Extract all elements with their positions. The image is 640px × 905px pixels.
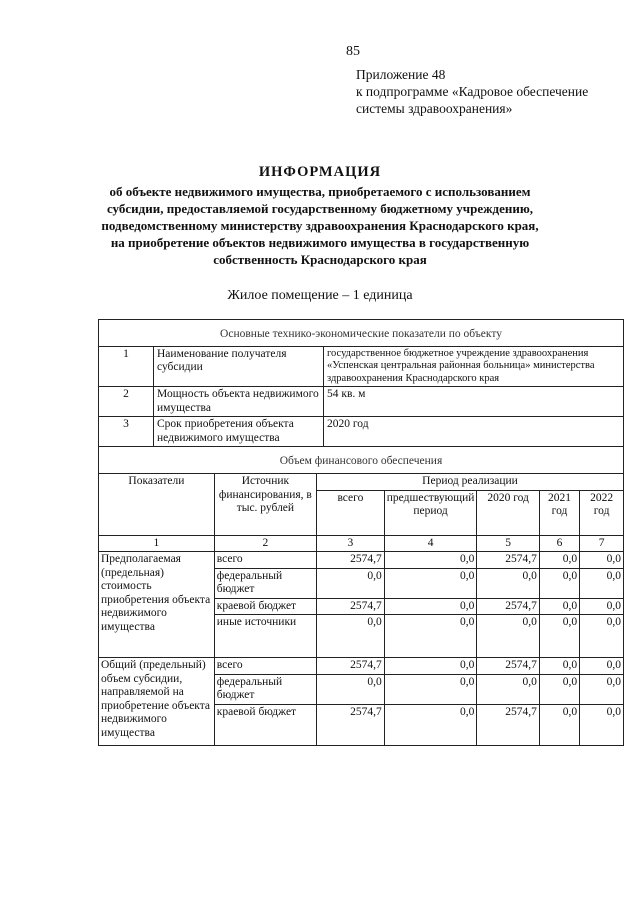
value-previous: 0,0 (384, 658, 477, 675)
value-2022: 0,0 (580, 658, 624, 675)
group-label: Предполагаемая (предельная) стоимость приобретения объекта недвижимого имущества (99, 552, 215, 658)
row-value: 54 кв. м (324, 387, 624, 417)
value-total: 2574,7 (317, 598, 385, 615)
header-row (99, 474, 624, 491)
section-title: Основные технико-экономические показатели по объекту (99, 320, 624, 347)
column-number: 2 (214, 535, 316, 552)
value-2020: 2574,7 (477, 658, 539, 675)
value-2022: 0,0 (580, 598, 624, 615)
title-line-1: об объекте недвижимого имущества, приобретаемого с использованием (109, 184, 531, 199)
row-value: 2020 год (324, 417, 624, 447)
value-2021: 0,0 (539, 568, 579, 598)
header-source: Источник финансирования, в тыс. рублей (214, 474, 316, 536)
value-total: 2574,7 (317, 552, 385, 569)
page-number: 85 (346, 44, 360, 59)
header-total: всего (317, 490, 385, 535)
table-row (99, 346, 624, 387)
title-line-2: субсидии, предоставляемой государственному бюджетному учреждению, (106, 201, 534, 216)
value-2020: 0,0 (477, 568, 539, 598)
header-2022: 2022 год (580, 490, 624, 535)
appendix-line-1: Приложение 48 (356, 67, 446, 82)
value-total: 0,0 (317, 674, 385, 704)
value-2020: 0,0 (477, 674, 539, 704)
title-main: ИНФОРМАЦИЯ (258, 164, 382, 180)
object-info-table (98, 319, 624, 474)
column-number-row (99, 535, 624, 552)
header-period: Период реализации (317, 474, 624, 491)
value-2020: 0,0 (477, 615, 539, 658)
source-cell: всего (214, 658, 316, 675)
group-label: Общий (предельный) объем субсидии, направляемой на приобретение объекта недвижимого имущества (99, 658, 215, 746)
table-row (99, 658, 624, 675)
value-2021: 0,0 (539, 658, 579, 675)
value-total: 0,0 (317, 568, 385, 598)
finance-table (98, 473, 624, 746)
table-row (99, 320, 624, 347)
source-cell: федеральный бюджет (214, 568, 316, 598)
row-label: Мощность объекта недвижимого имущества (154, 387, 324, 417)
table-row (99, 447, 624, 474)
row-label: Срок приобретения объекта недвижимого имущества (154, 417, 324, 447)
title-line-3: подведомственному министерству здравоохранения Краснодарского края, (101, 218, 539, 233)
document-title (80, 164, 560, 268)
value-previous: 0,0 (384, 674, 477, 704)
value-2021: 0,0 (539, 674, 579, 704)
appendix-line-3: системы здравоохранения» (356, 101, 513, 116)
table-row (99, 417, 624, 447)
finance-title: Объем финансового обеспечения (99, 447, 624, 474)
value-2020: 2574,7 (477, 552, 539, 569)
header-2021: 2021 год (539, 490, 579, 535)
row-number: 2 (99, 387, 154, 417)
value-total: 2574,7 (317, 658, 385, 675)
value-2022: 0,0 (580, 615, 624, 658)
title-line-5: собственность Краснодарского края (213, 252, 427, 267)
value-2022: 0,0 (580, 552, 624, 569)
title-line-4: на приобретение объектов недвижимого имущества в государственную (110, 235, 530, 250)
column-number: 7 (580, 535, 624, 552)
header-2020: 2020 год (477, 490, 539, 535)
value-2020: 2574,7 (477, 598, 539, 615)
value-2020: 2574,7 (477, 704, 539, 745)
column-number: 4 (384, 535, 477, 552)
table-row (99, 387, 624, 417)
value-2021: 0,0 (539, 615, 579, 658)
value-previous: 0,0 (384, 598, 477, 615)
appendix-line-2: к подпрограмме «Кадровое обеспечение (356, 84, 589, 99)
row-label: Наименование получателя субсидии (154, 346, 324, 387)
source-cell: краевой бюджет (214, 598, 316, 615)
subtitle: Жилое помещение – 1 единица (227, 288, 413, 303)
source-cell: всего (214, 552, 316, 569)
row-number: 3 (99, 417, 154, 447)
table-row (99, 552, 624, 569)
value-total: 0,0 (317, 615, 385, 658)
column-number: 1 (99, 535, 215, 552)
value-2022: 0,0 (580, 674, 624, 704)
column-number: 3 (317, 535, 385, 552)
value-2021: 0,0 (539, 552, 579, 569)
source-cell: федеральный бюджет (214, 674, 316, 704)
value-previous: 0,0 (384, 552, 477, 569)
value-previous: 0,0 (384, 615, 477, 658)
value-2021: 0,0 (539, 704, 579, 745)
value-previous: 0,0 (384, 568, 477, 598)
source-cell: иные источники (214, 615, 316, 658)
value-2022: 0,0 (580, 568, 624, 598)
row-number: 1 (99, 346, 154, 387)
header-previous: предшествующий период (384, 490, 477, 535)
value-2022: 0,0 (580, 704, 624, 745)
value-previous: 0,0 (384, 704, 477, 745)
appendix-note (356, 66, 588, 117)
row-value: государственное бюджетное учреждение здравоохранения «Успенская центральная районная больница» министерства здравоохранения Краснодарского края (324, 346, 624, 387)
header-indicators: Показатели (99, 474, 215, 536)
value-total: 2574,7 (317, 704, 385, 745)
source-cell: краевой бюджет (214, 704, 316, 745)
value-2021: 0,0 (539, 598, 579, 615)
column-number: 6 (539, 535, 579, 552)
column-number: 5 (477, 535, 539, 552)
